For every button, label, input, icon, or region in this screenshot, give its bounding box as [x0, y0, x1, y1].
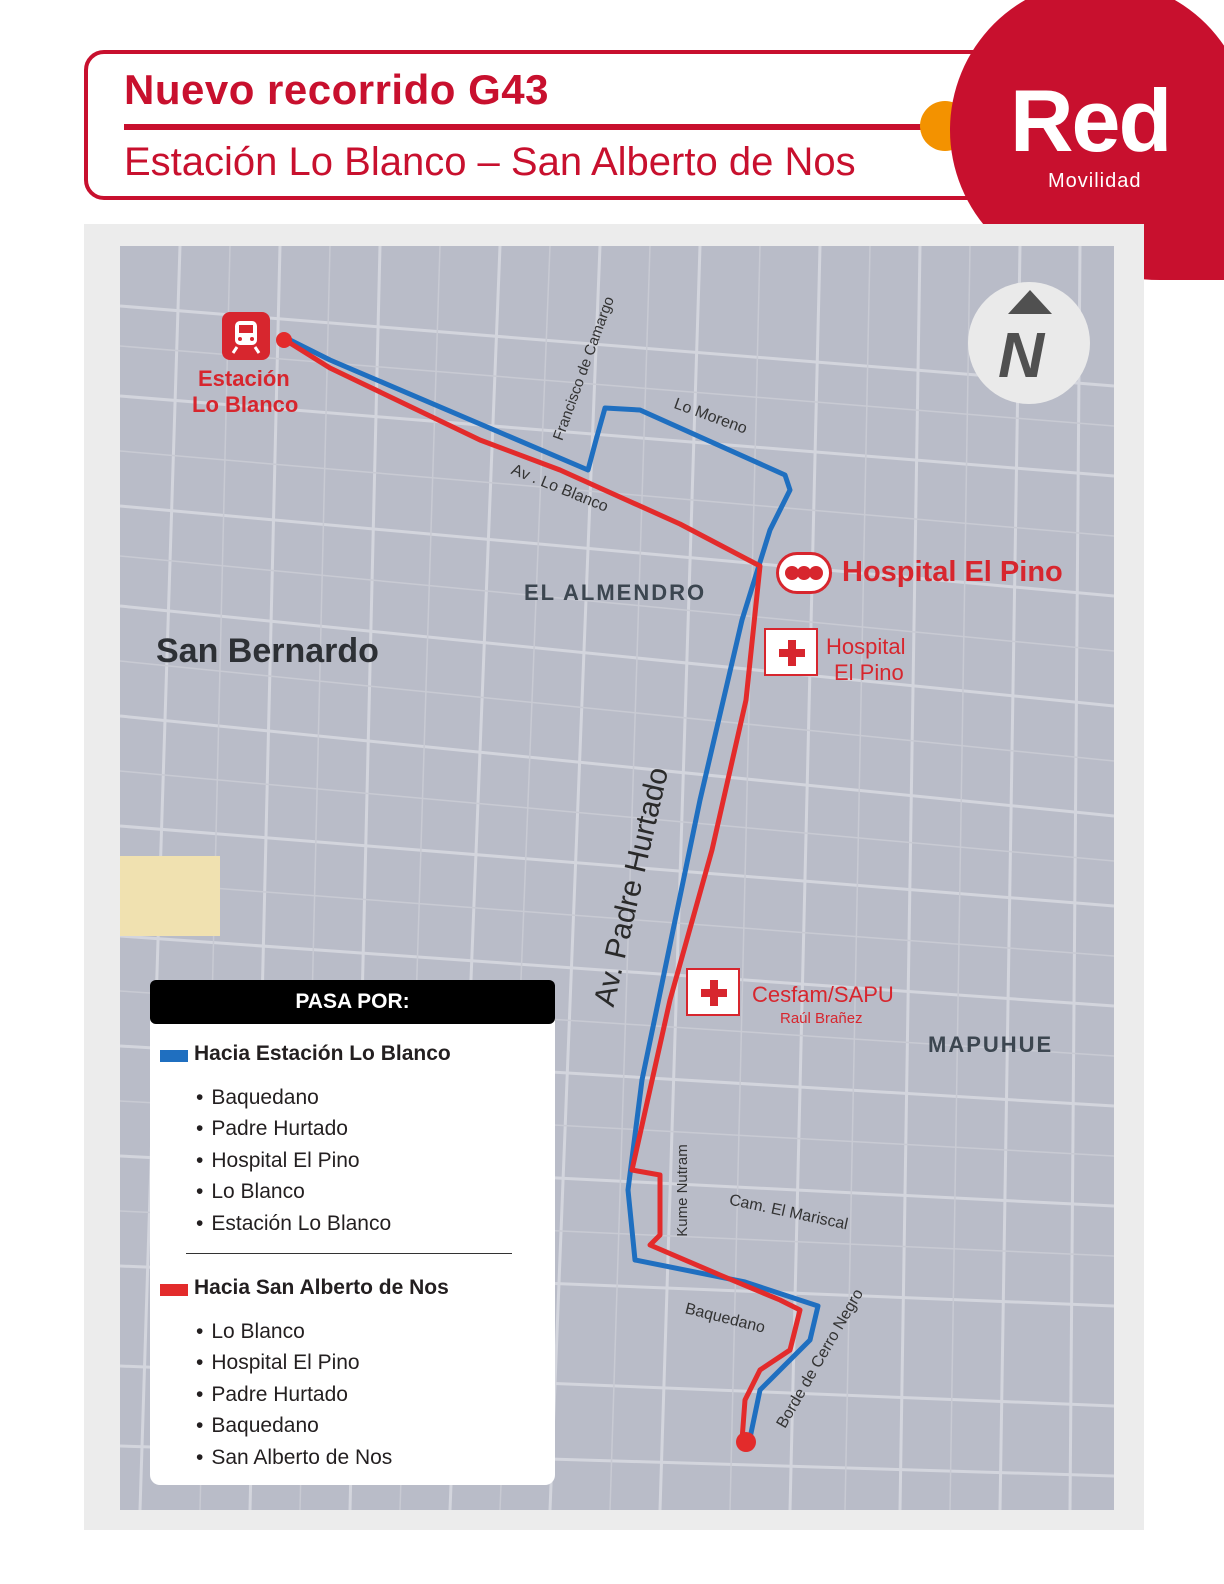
- north-arrow-icon: [1008, 290, 1052, 314]
- legend-header: PASA POR:: [150, 980, 555, 1024]
- list-item: • Hospital El Pino: [196, 1145, 391, 1176]
- page-title: Nuevo recorrido G43: [124, 66, 549, 113]
- station-label-line1: Estación: [198, 366, 290, 391]
- train-icon: [222, 312, 270, 360]
- legend-title-to-lo-blanco: Hacia Estación Lo Blanco: [194, 1042, 451, 1065]
- list-item: • Hospital El Pino: [196, 1347, 392, 1378]
- legend-swatch-red: [160, 1284, 188, 1296]
- street-francisco-de-camargo: Francisco de Camargo: [549, 294, 618, 443]
- page-subtitle: Estación Lo Blanco – San Alberto de Nos: [124, 140, 856, 184]
- legend-title-to-san-alberto: Hacia San Alberto de Nos: [194, 1276, 449, 1299]
- station-label-line2: Lo Blanco: [192, 392, 299, 417]
- list-item: • Baquedano: [196, 1082, 391, 1113]
- list-item: • Lo Blanco: [196, 1176, 391, 1207]
- area-el-almendro: EL ALMENDRO: [524, 580, 707, 605]
- hospital-label-line1: Hospital: [826, 634, 906, 659]
- north-label: N: [998, 319, 1045, 391]
- street-av-lo-blanco: Av . Lo Blanco: [508, 461, 611, 516]
- area-mapuhue: MAPUHUE: [928, 1032, 1054, 1057]
- list-item: • Lo Blanco: [196, 1316, 392, 1347]
- landmark-block: [120, 856, 220, 936]
- metro-hospital-label: Hospital El Pino: [842, 556, 1063, 588]
- street-cam-el-mariscal: Cam. El Mariscal: [727, 1191, 850, 1234]
- route-end-marker: [736, 1432, 756, 1452]
- street-borde-de-cerro-negro: Borde de Cerro Negro: [773, 1286, 867, 1432]
- street-av-padre-hurtado: Av. Padre Hurtado: [588, 764, 676, 1010]
- list-item: • Estación Lo Blanco: [196, 1208, 391, 1239]
- list-item: • Baquedano: [196, 1410, 392, 1441]
- cesfam-sublabel: Raúl Brañez: [780, 1010, 863, 1027]
- street-lo-moreno: Lo Moreno: [671, 395, 750, 438]
- street-baquedano: Baquedano: [683, 1300, 767, 1337]
- hospital-label-line2: El Pino: [834, 660, 904, 685]
- cesfam-label: Cesfam/SAPU: [752, 982, 894, 1007]
- cesfam-cross-icon: [686, 968, 740, 1016]
- legend-swatch-blue: [160, 1050, 188, 1062]
- legend-stops-to-lo-blanco: [196, 1082, 391, 1239]
- hospital-cross-icon: [764, 628, 818, 676]
- metro-icon: [776, 552, 832, 594]
- list-item: • San Alberto de Nos: [196, 1442, 392, 1473]
- street-kume-nutram: Kume Nutram: [673, 1144, 691, 1237]
- legend-divider: [186, 1253, 512, 1254]
- list-item: • Padre Hurtado: [196, 1113, 391, 1144]
- list-item: • Padre Hurtado: [196, 1379, 392, 1410]
- legend-stops-to-san-alberto: [196, 1316, 392, 1473]
- logo-wordmark: Red: [1010, 71, 1171, 170]
- title-divider: [124, 124, 944, 130]
- area-san-bernardo: San Bernardo: [156, 632, 379, 670]
- logo-subtitle: Movilidad: [1048, 170, 1142, 192]
- route-start-marker: [276, 332, 292, 348]
